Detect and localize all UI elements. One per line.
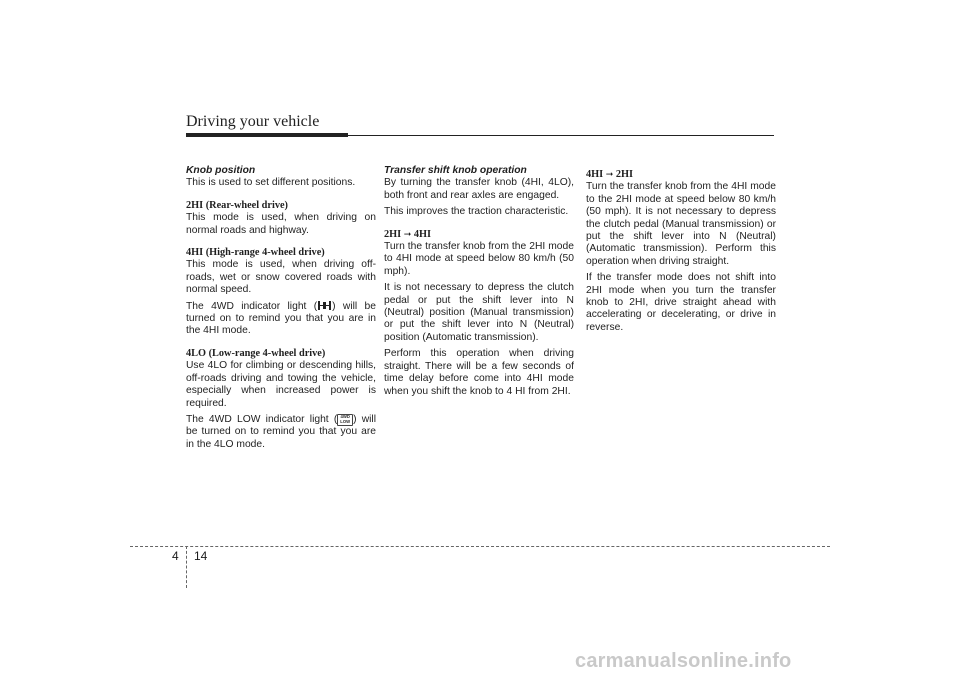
heading-knob-position: Knob position xyxy=(186,165,256,176)
footer-vertical-rule xyxy=(186,546,187,588)
heading-4hi-to-2hi xyxy=(586,169,776,181)
paragraph: This improves the traction characteristic. xyxy=(384,206,569,218)
text-span: The 4WD indicator light ( xyxy=(186,300,318,312)
mode-from: 2HI xyxy=(384,228,402,240)
text-span: The 4WD LOW indicator light ( xyxy=(186,413,338,425)
paragraph-4wd-low-indicator xyxy=(186,414,376,451)
header-rule xyxy=(186,135,774,136)
paragraph: Turn the transfer knob from the 4HI mode to the 2HI mode at speed below 80 km/h (50 mph). It is not necessary to depress the clutch pedal (Manual transmission) or put the shift lever into N (Neutral) (Automatic transmission). Perform this operation when driving straight. xyxy=(586,181,776,267)
icon-label: LOW xyxy=(340,418,351,424)
heading-4lo: 4LO (Low-range 4-wheel drive) xyxy=(186,347,326,359)
paragraph: Perform this operation when driving straight. There will be a few seconds of time delay before come into 4HI mode when you shift the knob to 4 HI from 2HI. xyxy=(384,348,574,397)
page-number: 14 xyxy=(194,549,208,563)
column-4hi-to-2hi xyxy=(586,165,776,338)
arrow-right-icon: ➞ xyxy=(605,170,614,180)
paragraph: This mode is used, when driving on normal roads and highway. xyxy=(186,212,376,236)
heading-transfer-shift: Transfer shift knob operation xyxy=(384,165,527,176)
paragraph-4wd-indicator xyxy=(186,301,376,338)
paragraph: By turning the transfer knob (4HI, 4LO), both front and rear axles are engaged. xyxy=(384,177,574,201)
column-transfer-shift xyxy=(384,165,574,402)
chapter-number: 4 xyxy=(172,549,179,563)
paragraph: If the transfer mode does not shift into 2HI mode when you turn the transfer knob to 2HI, drive straight ahead with accelerating or decelerating, or drive in reverse. xyxy=(586,272,776,333)
paragraph: It is not necessary to depress the clutch pedal or put the shift lever into N (Neutral) position (Manual transmission) or put the shift lever into N (Neutral) position (Automatic transmission). xyxy=(384,282,574,343)
page-header-title: Driving your vehicle xyxy=(186,113,320,130)
paragraph: Use 4LO for climbing or descending hills, off-roads driving and towing the vehicle, especially when increased power is required. xyxy=(186,360,376,409)
mode-to: 2HI xyxy=(615,169,634,180)
mode-to: 4HI xyxy=(413,228,432,240)
watermark: carmanualsonline.info xyxy=(575,650,792,672)
heading-2hi-to-4hi xyxy=(384,229,574,241)
icon-label: 4WD xyxy=(340,414,350,420)
mode-from: 4HI xyxy=(586,169,604,180)
text-span: ) will be turned on to remind you that you are in the 4HI mode. xyxy=(186,300,377,337)
text-span: ) will be turned on to remind you that you are in the 4LO mode. xyxy=(186,413,377,450)
heading-4hi: 4HI (High-range 4-wheel drive) xyxy=(186,247,325,259)
column-knob-position xyxy=(186,165,376,455)
4wd-indicator-icon xyxy=(317,301,332,310)
heading-2hi: 2HI (Rear-wheel drive) xyxy=(186,199,288,211)
4wd-low-indicator-icon xyxy=(337,414,353,425)
footer-dashed-rule xyxy=(130,546,830,547)
arrow-right-icon: ➞ xyxy=(403,229,412,240)
paragraph: This is used to set different positions. xyxy=(186,177,356,189)
paragraph: Turn the transfer knob from the 2HI mode to 4HI mode at speed below 80 km/h (50 mph). xyxy=(384,241,574,277)
paragraph: This mode is used, when driving off-roads, wet or snow covered roads with normal speed. xyxy=(186,259,376,296)
